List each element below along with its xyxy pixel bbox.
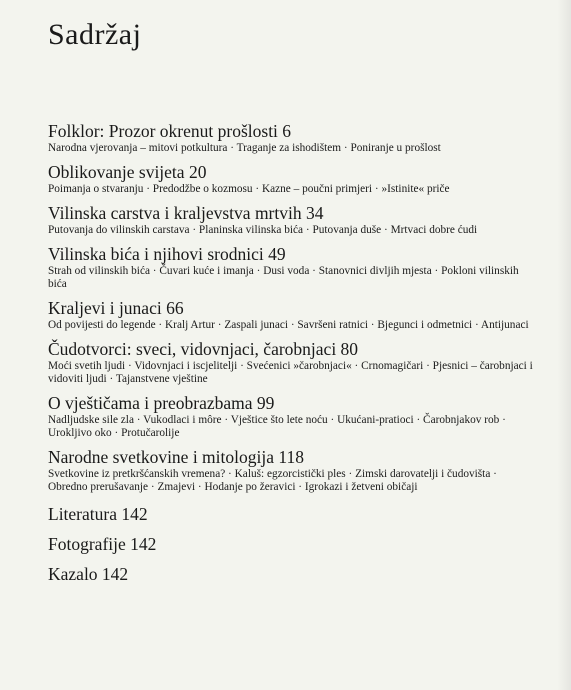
toc-entry-subtopics: Poimanja o stvaranju · Predodžbe o kozmosu · Kazne – poučni primjeri · »Istinite« priče xyxy=(48,183,450,195)
toc-entry-subtopics: Svetkovine iz pretkršćanskih vremena? · Kaluš: egzorcistički ples · Zimski darovatelji i čudovišta · Obredno prerušavanje · Zmajevi · Hodanje po žeravici · Igrokazi i žetveni običaji xyxy=(48,468,497,493)
toc-entry-heading: Oblikovanje svijeta 20 xyxy=(48,162,207,182)
toc-entry-heading: Narodne svetkovine i mitologija 118 xyxy=(48,447,304,467)
toc-entry xyxy=(48,245,538,291)
page-title: Sadržaj xyxy=(48,18,142,51)
toc-entry-heading: O vještičama i preobrazbama 99 xyxy=(48,393,275,413)
toc-entry-subtopics: Strah od vilinskih bića · Čuvari kuće i imanja · Dusi voda · Stanovnici divljih mjesta · Pokloni vilinskih bića xyxy=(48,265,519,290)
toc-entry-subtopics: Nadljudske sile zla · Vukodlaci i môre · Vještice što lete noću · Ukućani-pratioci · Čarobnjakov rob · Urokljivo oko · Protučarolije xyxy=(48,414,506,439)
toc-entry xyxy=(48,340,538,386)
toc-entry-heading: Vilinska carstva i kraljevstva mrtvih 34 xyxy=(48,203,324,223)
toc-entry-heading: Folklor: Prozor okrenut prošlosti 6 xyxy=(48,121,292,141)
toc-entry-subtopics: Moći svetih ljudi · Vidovnjaci i iscjelitelji · Svećenici »čarobnjaci« · Crnomagičari · Pjesnici – čarobnjaci i vidoviti ljudi · Tajanstvene vještine xyxy=(48,360,533,385)
toc-entry xyxy=(48,204,538,237)
toc-photographs: Fotografije 142 xyxy=(48,534,157,554)
toc-entry-subtopics: Narodna vjerovanja – mitovi potkultura · Traganje za ishodištem · Poniranje u prošlost xyxy=(48,142,441,154)
toc-entry xyxy=(48,299,538,332)
toc-entry-subtopics: Putovanja do vilinskih carstava · Planinska vilinska bića · Putovanja duše · Mrtvaci dobre ćudi xyxy=(48,224,478,236)
toc-entry xyxy=(48,394,538,440)
toc-entry-subtopics: Od povijesti do legende · Kralj Artur · Zaspali junaci · Savršeni ratnici · Bjegunci i odmetnici · Antijunaci xyxy=(48,319,529,331)
toc-entry-heading: Čudotvorci: sveci, vidovnjaci, čarobnjaci 80 xyxy=(48,339,359,359)
toc-entry xyxy=(48,122,538,155)
toc-literature: Literatura 142 xyxy=(48,504,148,524)
toc-entry-heading: Vilinska bića i njihovi srodnici 49 xyxy=(48,244,286,264)
toc-entry xyxy=(48,163,538,196)
page-edge-shadow xyxy=(557,0,571,690)
toc-entry xyxy=(48,448,538,494)
toc-index: Kazalo 142 xyxy=(48,564,129,584)
toc-entry-heading: Kraljevi i junaci 66 xyxy=(48,298,184,318)
table-of-contents xyxy=(48,122,538,595)
